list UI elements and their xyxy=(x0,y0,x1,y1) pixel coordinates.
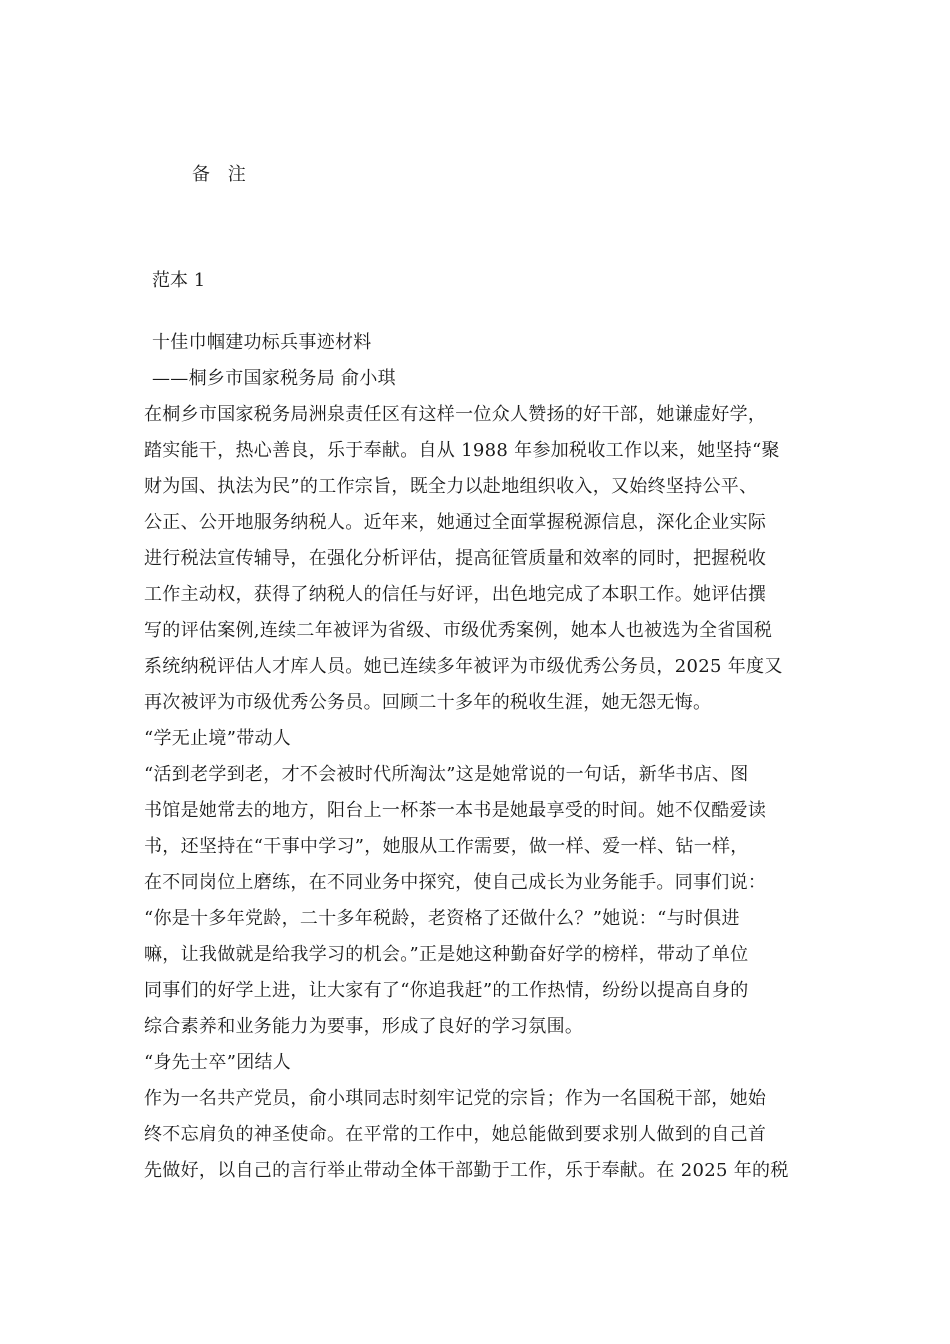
paragraph-line: 先做好，以自己的言行举止带动全体干部勤于工作，乐于奉献。在 2025 年的税 xyxy=(144,1160,789,1181)
paragraph-line: 嘛，让我做就是给我学习的机会。”正是她这种勤奋好学的榜样，带动了单位 xyxy=(144,944,749,965)
paragraph-line: 书馆是她常去的地方，阳台上一杯茶一本书是她最享受的时间。她不仅酷爱读 xyxy=(144,800,767,821)
section-heading: “学无止境”带动人 xyxy=(144,728,292,749)
paragraph-line: 在桐乡市国家税务局洲泉责任区有这样一位众人赞扬的好干部，她谦虚好学， xyxy=(144,404,767,425)
paragraph-line: 进行税法宣传辅导，在强化分析评估，提高征管质量和效率的同时，把握税收 xyxy=(144,548,767,569)
paragraph-line: 踏实能干，热心善良，乐于奉献。自从 1988 年参加税收工作以来，她坚持“聚 xyxy=(144,440,780,461)
paragraph-line: 终不忘肩负的神圣使命。在平常的工作中，她总能做到要求别人做到的自己首 xyxy=(144,1124,767,1145)
sample-label: 范本 1 xyxy=(152,270,206,291)
paragraph-line: 再次被评为市级优秀公务员。回顾二十多年的税收生涯，她无怨无悔。 xyxy=(144,692,712,713)
paragraph-line: 书，还坚持在“干事中学习”，她服从工作需要，做一样、爱一样、钻一样， xyxy=(144,836,749,857)
paragraph-line: 系统纳税评估人才库人员。她已连续多年被评为市级优秀公务员，2025 年度又 xyxy=(144,656,783,677)
document-title: 十佳巾帼建功标兵事迹材料 xyxy=(152,332,372,353)
paragraph-line: 财为国、执法为民”的工作宗旨，既全力以赴地组织收入，又始终坚持公平、 xyxy=(144,476,758,497)
paragraph-line: 作为一名共产党员，俞小琪同志时刻牢记党的宗旨；作为一名国税干部，她始 xyxy=(144,1088,767,1109)
paragraph-line: 写的评估案例,连续二年被评为省级、市级优秀案例，她本人也被选为全省国税 xyxy=(144,620,773,641)
paragraph-line: 同事们的好学上进，让大家有了“你追我赶”的工作热情，纷纷以提高自身的 xyxy=(144,980,749,1001)
section-heading: “身先士卒”团结人 xyxy=(144,1052,292,1073)
note-heading: 备 注 xyxy=(192,164,252,185)
paragraph-line: 在不同岗位上磨练，在不同业务中探究，使自己成长为业务能手。同事们说： xyxy=(144,872,767,893)
paragraph-line: 工作主动权，获得了纳税人的信任与好评，出色地完成了本职工作。她评估撰 xyxy=(144,584,767,605)
document-subtitle: ——桐乡市国家税务局 俞小琪 xyxy=(152,368,396,389)
paragraph-line: “活到老学到老，才不会被时代所淘汰”这是她常说的一句话，新华书店、图 xyxy=(144,764,749,785)
paragraph-line: 公正、公开地服务纳税人。近年来，她通过全面掌握税源信息，深化企业实际 xyxy=(144,512,767,533)
paragraph-line: “你是十多年党龄，二十多年税龄，老资格了还做什么？”她说：“与时俱进 xyxy=(144,908,740,929)
paragraph-line: 综合素养和业务能力为要事，形成了良好的学习氛围。 xyxy=(144,1016,584,1037)
